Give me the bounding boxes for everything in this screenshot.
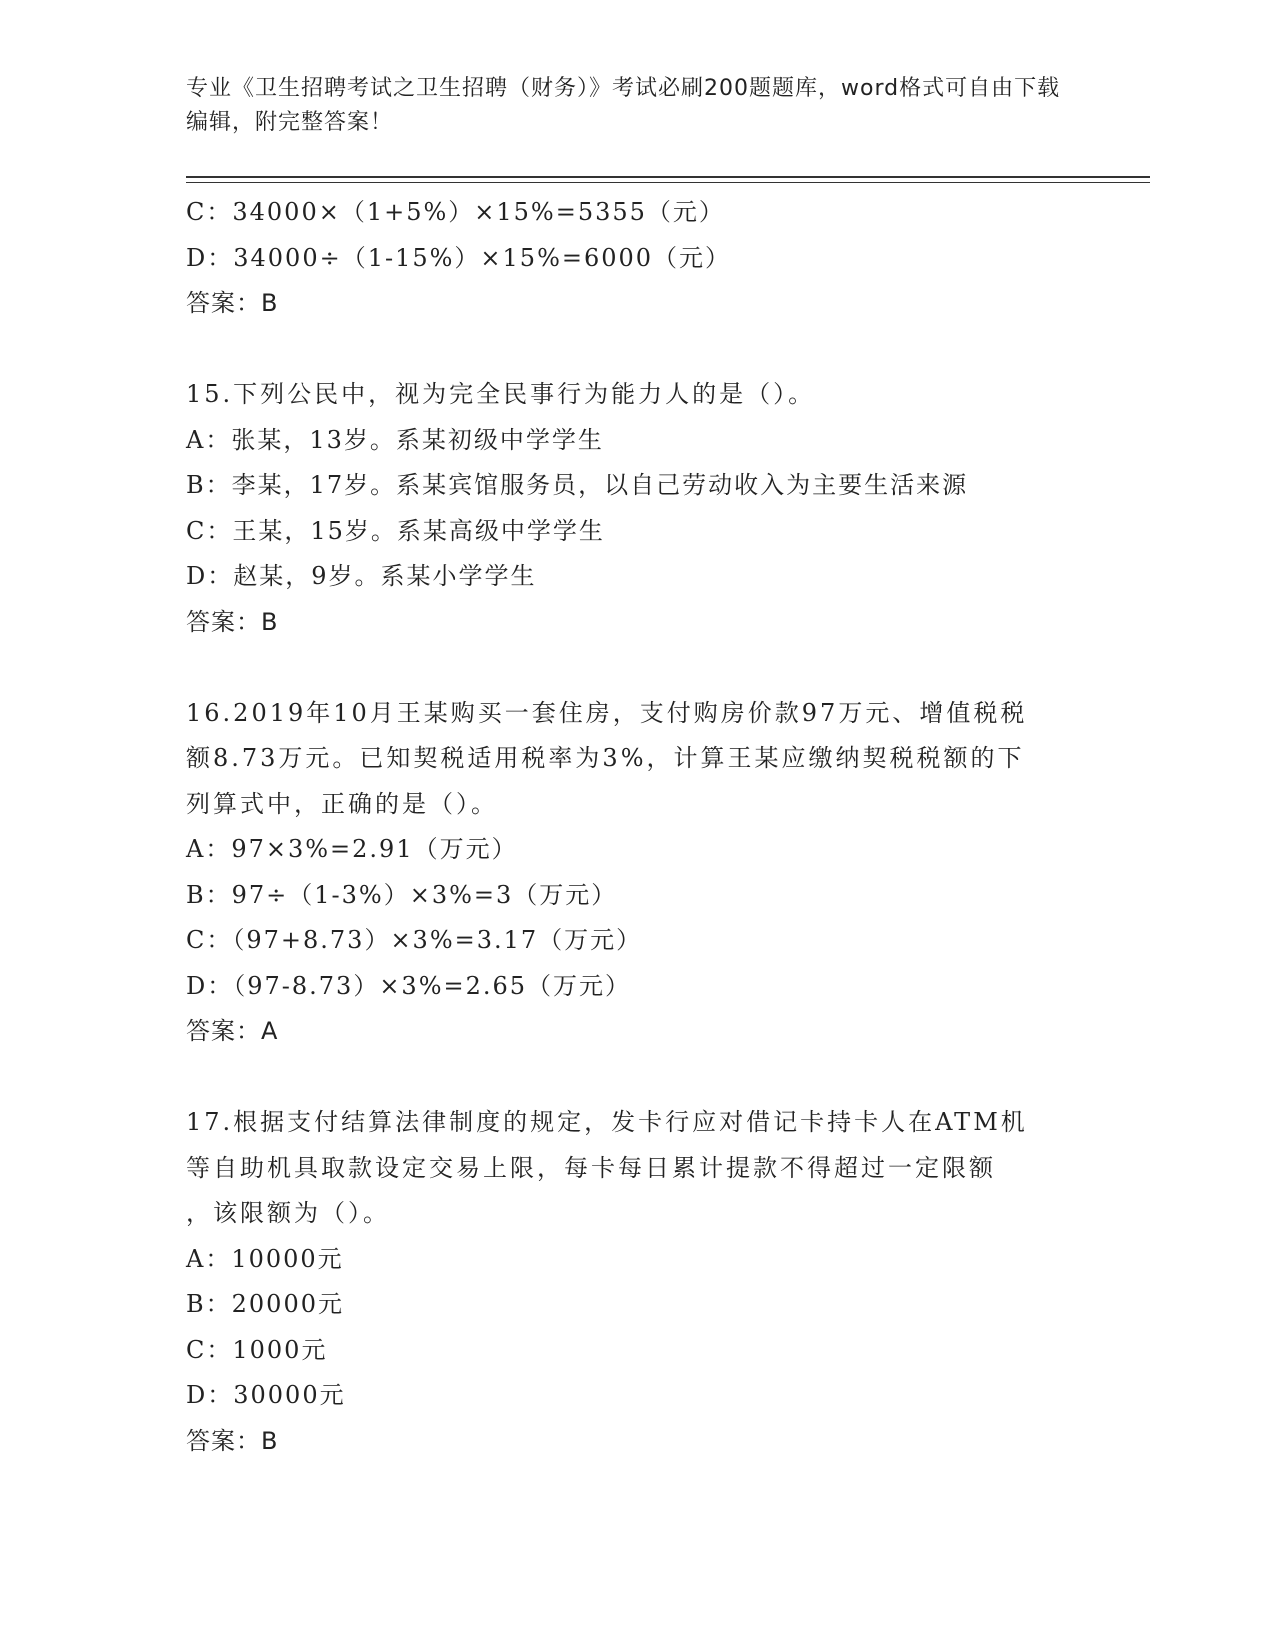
option-a: A：97×3%=2.91（万元） bbox=[186, 835, 518, 863]
question-stem-line-1: 16.2019年10月王某购买一套住房，支付购房价款97万元、增值税税 bbox=[186, 698, 1028, 727]
question-stem: 15.下列公民中，视为完全民事行为能力人的是（）。 bbox=[186, 380, 816, 408]
previous-question-fragment bbox=[186, 190, 1086, 327]
option-d: D：30000元 bbox=[186, 1381, 346, 1409]
option-c: C：（97+8.73）×3%=3.17（万元） bbox=[186, 926, 643, 954]
answer-line: 答案：B bbox=[186, 1426, 279, 1455]
option-b: B：97÷（1-3%）×3%=3（万元） bbox=[186, 880, 618, 909]
option-a: A：10000元 bbox=[186, 1244, 344, 1273]
question-stem-line-2: 额8.73万元。已知契税适用税率为3%，计算王某应缴纳契税税额的下 bbox=[186, 744, 1025, 772]
answer-line: 答案：A bbox=[186, 1017, 279, 1045]
document-title: 专业《卫生招聘考试之卫生招聘（财务）》考试必刷200题题库，word格式可自由下载编辑，附完整答案！ bbox=[186, 76, 1061, 135]
question-stem-line-2: 等自助机具取款设定交易上限，每卡每日累计提款不得超过一定限额 bbox=[186, 1153, 996, 1182]
option-b: B：20000元 bbox=[186, 1290, 344, 1318]
option-c: C：1000元 bbox=[186, 1335, 328, 1364]
question-stem-line-3: 列算式中，正确的是（）。 bbox=[186, 789, 498, 818]
option-b: B：李某，17岁。系某宾馆服务员，以自己劳动收入为主要生活来源 bbox=[186, 471, 969, 499]
option-a: A：张某，13岁。系某初级中学学生 bbox=[186, 425, 604, 454]
option-d: D：34000÷（1-15%）×15%=6000（元） bbox=[186, 243, 732, 272]
question-15 bbox=[186, 372, 1086, 645]
option-d: D：（97-8.73）×3%=2.65（万元） bbox=[186, 971, 632, 1000]
question-stem-line-3: ，该限额为（）。 bbox=[186, 1199, 390, 1227]
header-divider-thick bbox=[186, 176, 1150, 178]
answer-line: 答案：B bbox=[186, 289, 279, 317]
answer-line: 答案：B bbox=[186, 607, 279, 636]
question-17 bbox=[186, 1100, 1086, 1464]
document-header bbox=[186, 72, 1066, 140]
question-16 bbox=[186, 691, 1086, 1055]
question-stem-line-1: 17.根据支付结算法律制度的规定，发卡行应对借记卡持卡人在ATM机 bbox=[186, 1108, 1028, 1136]
option-c: C：王某，15岁。系某高级中学学生 bbox=[186, 516, 605, 545]
option-c: C：34000×（1+5%）×15%=5355（元） bbox=[186, 198, 725, 226]
header-divider-thin bbox=[186, 182, 1150, 183]
option-d: D：赵某，9岁。系某小学学生 bbox=[186, 562, 537, 590]
question-content bbox=[186, 190, 1086, 1464]
